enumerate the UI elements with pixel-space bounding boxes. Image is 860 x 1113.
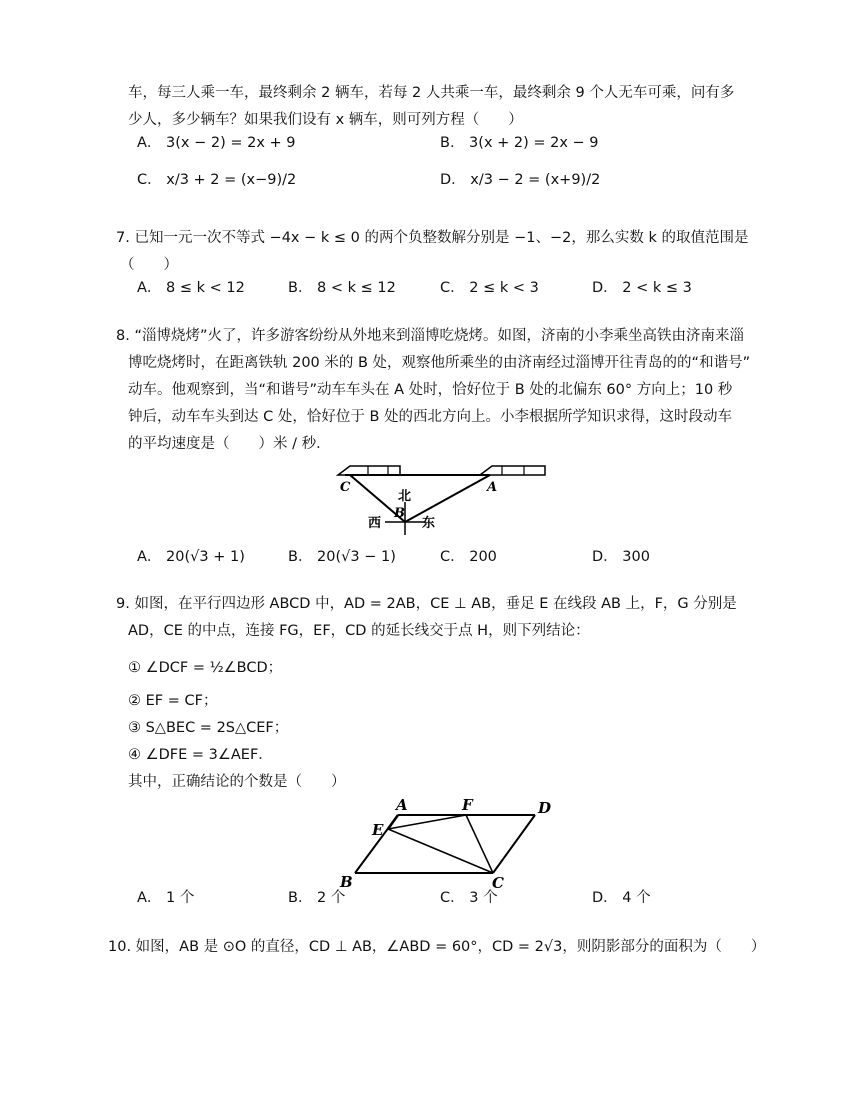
q7-text-line2: （ ） [120,257,178,273]
q7-option-d[interactable]: D． 2 < k ≤ 3 [592,280,692,296]
q7-option-b[interactable]: B． 8 < k ≤ 12 [288,280,396,296]
q6-option-a[interactable]: A． 3(x − 2) = 2x + 9 [137,135,296,151]
q8-label-c: C [340,480,351,495]
q8-label-east: 东 [422,516,436,531]
q9-text-line1: 9. 如图，在平行四边形 ABCD 中，AD = 2AB，CE ⊥ AB，垂足 E 在线段 AB 上，F，G 分别是 [116,596,737,612]
q7-option-c[interactable]: C． 2 ≤ k < 3 [440,280,539,296]
q9-parallelogram-figure [330,793,560,891]
q8-text-line2: 博吃烧烤时，在距离铁轨 200 米的 B 处，观察他所乘坐的由济南经过淄博开往青岛的的“和谐号” [128,355,751,371]
q10-text-line1: 10. 如图，AB 是 ⊙O 的直径，CD ⊥ AB，∠ABD = 60°，CD = 2√3，则阴影部分的面积为（ ） [108,939,766,955]
q9-label-b: B [340,873,353,891]
q9-label-d: D [538,799,552,817]
q6-option-d[interactable]: D． x/3 − 2 = (x+9)/2 [440,172,601,188]
q8-label-b: B [394,506,405,521]
q9-label-c: C [492,874,504,891]
q6-option-c[interactable]: C． x/3 + 2 = (x−9)/2 [137,172,297,188]
q6-text-line2: 少人，多少辆车？如果我们设有 x 辆车，则可列方程（ ） [128,112,523,128]
q8-text-line4: 钟后，动车车头到达 C 处，恰好位于 B 处的西北方向上。小李根据所学知识求得，这时段动车 [128,409,733,425]
q8-train-figure [330,460,550,535]
q8-label-north: 北 [398,489,412,504]
q9-conclusion-2: ② EF = CF； [128,693,218,709]
q8-text-line1: 8. “淄博烧烤”火了，许多游客纷纷从外地来到淄博吃烧烤。如图，济南的小李乘坐高铁由济南来淄 [116,328,744,344]
q8-option-a[interactable]: A． 20(√3 + 1) [137,549,245,565]
q9-conclusion-3: ③ S△BEC = 2S△CEF； [128,720,289,736]
q9-option-a[interactable]: A． 1 个 [137,890,195,906]
q9-label-e: E [372,821,384,839]
q8-label-a: A [487,480,498,495]
q8-option-d[interactable]: D． 300 [592,549,650,565]
q7-option-a[interactable]: A． 8 ≤ k < 12 [137,280,245,296]
q8-text-line3: 动车。他观察到，当“和谐号”动车车头在 A 处时，恰好位于 B 处的北偏东 60° 方向上；10 秒 [128,382,733,398]
q9-option-c[interactable]: C． 3 个 [440,890,498,906]
q8-option-c[interactable]: C． 200 [440,549,497,565]
q8-text-line5: 的平均速度是（ ）米 / 秒． [128,436,331,452]
q9-label-f: F [462,796,473,814]
q9-conclusion-4: ④ ∠DFE = 3∠AEF． [128,747,273,763]
q8-option-b[interactable]: B． 20(√3 − 1) [288,549,396,565]
q9-option-d[interactable]: D． 4 个 [592,890,651,906]
q8-label-west: 西 [368,516,382,531]
q6-text-line1: 车，每三人乘一车，最终剩余 2 辆车，若每 2 人共乘一车，最终剩余 9 个人无车可乘，问有多 [128,85,735,101]
q9-label-a: A [396,796,408,814]
q9-conclusion-1: ① ∠DCF = ½∠BCD； [128,660,283,676]
q9-option-b[interactable]: B． 2 个 [288,890,346,906]
q7-text-line1: 7. 已知一元一次不等式 −4x − k ≤ 0 的两个负整数解分别是 −1、−2，那么实数 k 的取值范围是 [116,230,749,246]
q9-text-line2: AD，CE 的中点，连接 FG，EF，CD 的延长线交于点 H，则下列结论： [128,623,590,639]
q9-question-ask: 其中，正确结论的个数是（ ） [128,774,346,790]
q6-option-b[interactable]: B． 3(x + 2) = 2x − 9 [440,135,599,151]
